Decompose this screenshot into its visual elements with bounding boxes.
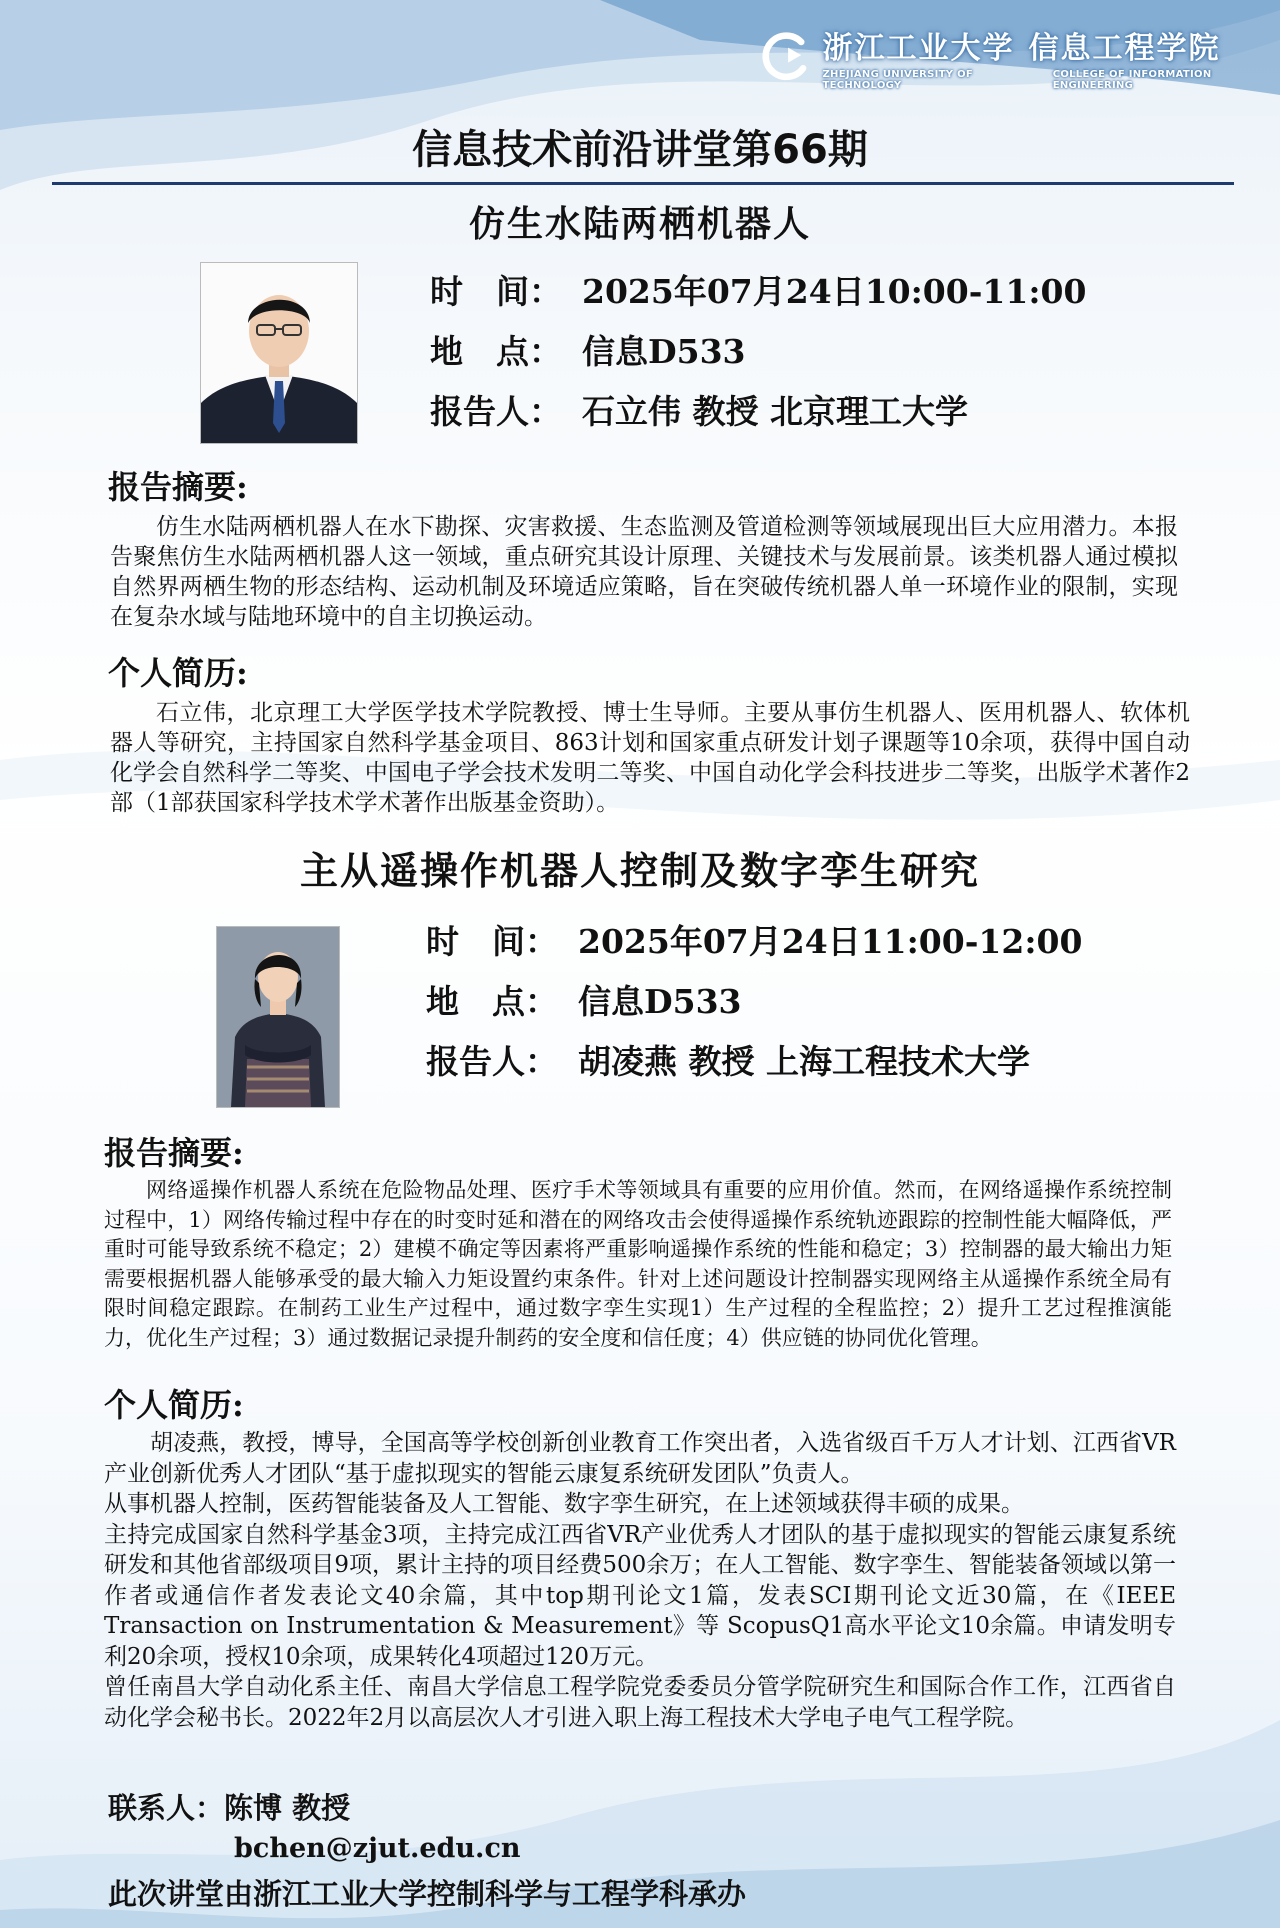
talk1-info [430,262,1086,442]
talk1-bio-heading: 个人简历: [108,654,248,692]
title-divider [52,182,1234,185]
talk1-speaker-row [430,382,1086,442]
talk2-bio-paragraph: 从事机器人控制，医药智能装备及人工智能、数字孪生研究，在上述领域获得丰硕的成果。 [104,1491,1024,1517]
talk1-bio: 石立伟，北京理工大学医学技术学院教授、博士生导师。主要从事仿生机器人、医用机器人、软体机器人等研究，主持国家自然科学基金项目、863计划和国家重点研发计划子课题等10余项，获得中国自动化学会自然科学二等奖、中国电子学会技术发明二等奖、中国自动化学会科技进步二等奖，出版学术著作2部（1部获国家科学技术学术著作出版基金资助）。 [110,700,1190,816]
organizer-note: 此次讲堂由浙江工业大学控制科学与工程学科承办 [108,1877,747,1911]
talk2-title: 主从遥操作机器人控制及数字孪生研究 [299,848,980,893]
talk2-place-row [426,972,1082,1032]
talk2-abstract-heading: 报告摘要: [104,1134,244,1172]
speaker1-portrait-icon [201,263,357,443]
talk2-bio-heading: 个人简历: [104,1386,244,1424]
talk2-bio-paragraph: 主持完成国家自然科学基金3项，主持完成江西省VR产业优秀人才团队的基于虚拟现实的智能云康复系统研发和其他省部级项目9项，累计主持的项目经费500余万；在人工智能、数字孪生、智能装备领域以第一作者或通信作者发表论文40余篇，其中top期刊论文1篇，发表SCI期刊论文近30篇，在《IEEE Transaction on Instrumentation & Measurement》等 ScopusQ1高水平论文10余篇。申请发明专利20余项，授权10余项，成果转化4项超过120万元。 [104,1521,1176,1670]
place-label: 地 点： [426,982,558,1021]
talk2-speaker: 胡凌燕 教授 上海工程技术大学 [578,1042,1030,1081]
speaker2-photo [216,926,340,1108]
speaker-label: 报告人： [430,392,562,431]
talk1-time: 2025年07月24日10:00-11:00 [582,272,1087,311]
talk2-speaker-row [426,1032,1082,1092]
talk2-info [426,912,1082,1092]
college-logo [760,22,1280,92]
college-name-en: COLLEGE OF INFORMATION ENGINEERING [1052,69,1212,91]
talk2-place: 信息D533 [578,982,742,1021]
talk1-place: 信息D533 [582,332,746,371]
college-name-cn: 信息工程学院 [1028,31,1221,66]
page-title: 信息技术前沿讲堂第66期 [412,127,868,173]
speaker1-photo [200,262,358,444]
time-label: 时 间： [430,272,562,311]
talk1-abstract-heading: 报告摘要: [108,468,248,506]
time-label: 时 间： [426,922,558,961]
university-name-cn: 浙江工业大学 [822,31,1015,66]
talk2-bio [104,1428,1176,1733]
talk1-time-row [430,262,1086,322]
talk2-time-row [426,912,1082,972]
talk1-place-row [430,322,1086,382]
talk2-time: 2025年07月24日11:00-12:00 [578,922,1083,961]
contact-email-link[interactable]: bchen@zjut.edu.cn [234,1833,521,1864]
talk2-bio-paragraph: 胡凌燕，教授，博导，全国高等学校创新创业教育工作突出者，入选省级百千万人才计划、江西省VR产业创新优秀人才团队“基于虚拟现实的智能云康复系统研发团队”负责人。 [104,1430,1176,1487]
contact-person: 联系人：陈博 教授 [108,1791,351,1825]
university-name-en: ZHEJIANG UNIVERSITY OF TECHNOLOGY [822,69,974,91]
place-label: 地 点： [430,332,562,371]
speaker2-portrait-icon [217,927,339,1107]
university-emblem-icon [760,29,812,85]
talk1-abstract: 仿生水陆两栖机器人在水下勘探、灾害救援、生态监测及管道检测等领域展现出巨大应用潜力。本报告聚焦仿生水陆两栖机器人这一领域，重点研究其设计原理、关键技术与发展前景。该类机器人通过模拟自然界两栖生物的形态结构、运动机制及环境适应策略，旨在突破传统机器人单一环境作业的限制，实现在复杂水域与陆地环境中的自主切换运动。 [110,514,1178,630]
talk2-bio-paragraph: 曾任南昌大学自动化系主任、南昌大学信息工程学院党委委员分管学院研究生和国际合作工作，江西省自动化学会秘书长。2022年2月以高层次人才引进入职上海工程技术大学电子电气工程学院。 [104,1674,1176,1731]
speaker-label: 报告人： [426,1042,558,1081]
talk2-abstract: 网络遥操作机器人系统在危险物品处理、医疗手术等领域具有重要的应用价值。然而，在网络遥操作系统控制过程中，1）网络传输过程中存在的时变时延和潜在的网络攻击会使得遥操作系统轨迹跟踪的控制性能大幅降低，严重时可能导致系统不稳定；2）建模不确定等因素将严重影响遥操作系统的性能和稳定；3）控制器的最大输出力矩需要根据机器人能够承受的最大输入力矩设置约束条件。针对上述问题设计控制器实现网络主从遥操作系统全局有限时间稳定跟踪。在制药工业生产过程中，通过数字孪生实现1）生产过程的全程监控；2）提升工艺过程推演能力，优化生产过程；3）通过数据记录提升制药的安全度和信任度；4）供应链的协同优化管理。 [104,1178,1172,1350]
talk1-speaker: 石立伟 教授 北京理工大学 [582,392,968,431]
logo-text [822,23,1280,91]
talk1-title: 仿生水陆两栖机器人 [468,203,811,245]
